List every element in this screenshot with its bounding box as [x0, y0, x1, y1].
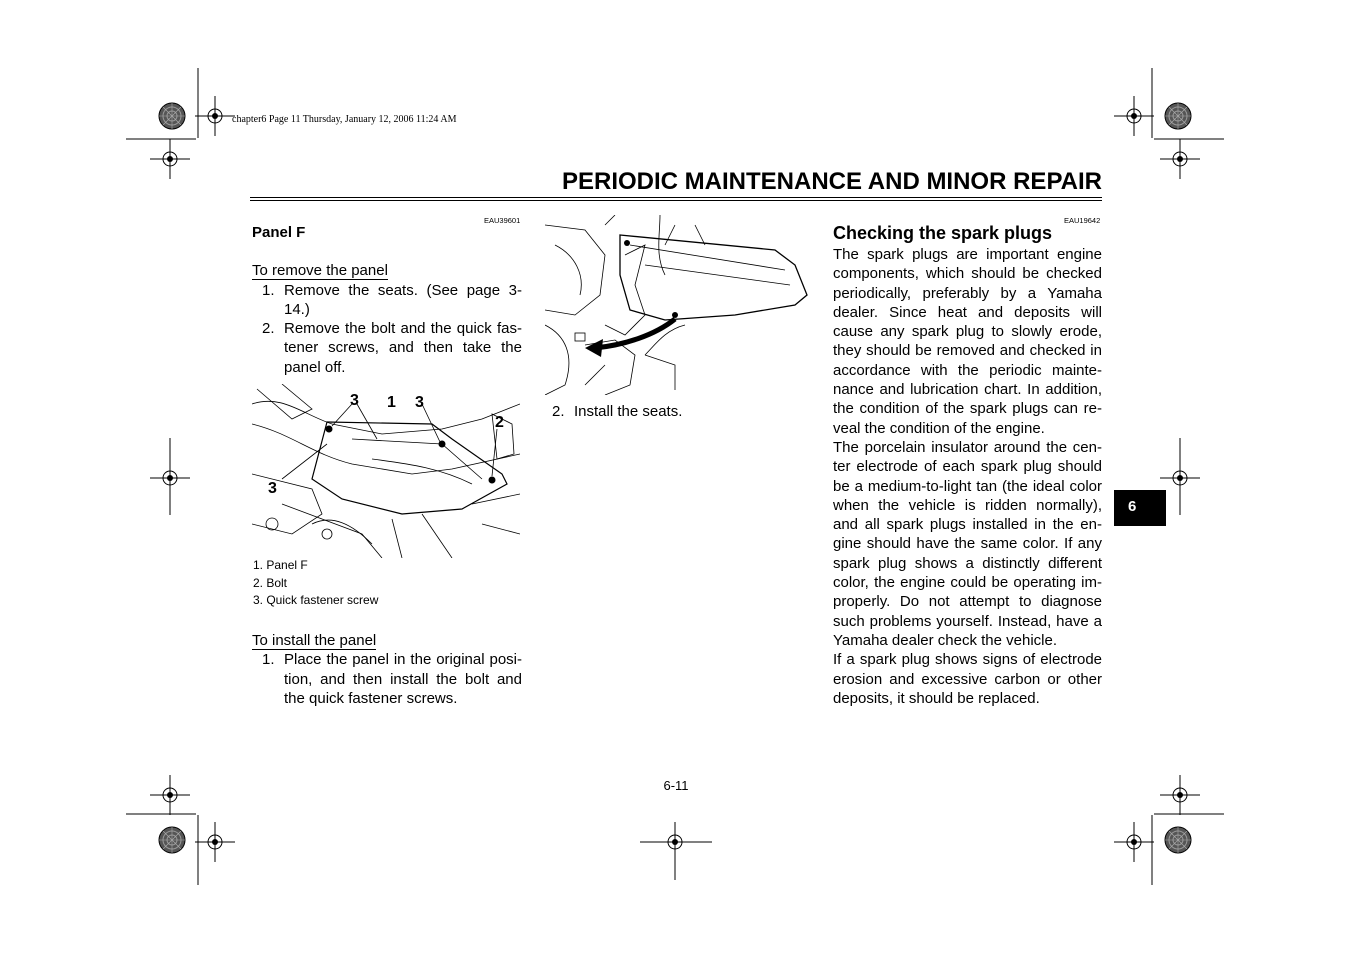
- caption-item: 3. Quick fastener screw: [253, 593, 379, 607]
- page-number: 6-11: [663, 778, 689, 793]
- remove-steps: [252, 281, 522, 377]
- callout-1: 1: [387, 394, 396, 411]
- left-column: [252, 223, 522, 377]
- install-steps: [252, 650, 522, 708]
- panel-heading: Panel F: [252, 224, 306, 241]
- list-item: 1. Remove the seats. (See page 3-14.): [262, 281, 522, 318]
- callout-2: 2: [495, 414, 504, 431]
- caption-item: 1. Panel F: [253, 558, 308, 572]
- list-item: 2. Remove the bolt and the quick fas-tener screws, and then take the panel off.: [262, 320, 522, 376]
- panel-figure: [252, 384, 520, 558]
- remove-heading: To remove the panel: [252, 262, 388, 280]
- list-item: 1. Place the panel in the original posi-tion, and then install the bolt and the quick fastener screws.: [262, 651, 522, 707]
- paragraph: If a spark plug shows signs of electrode erosion and excessive carbon or other deposits, it should be replaced.: [833, 651, 1102, 707]
- chapter-tab: 6: [1114, 490, 1166, 526]
- panel-illustration: [252, 384, 520, 558]
- install-steps-continued: [552, 402, 812, 421]
- callout-3-top-right: 3: [415, 394, 424, 411]
- title-rule: [250, 197, 1102, 198]
- page-title: PERIODIC MAINTENANCE AND MINOR REPAIR: [561, 168, 1102, 195]
- print-header: chapter6 Page 11 Thursday, January 12, 2006 11:24 AM: [232, 114, 457, 125]
- section-code: EAU39601: [484, 216, 521, 225]
- install-heading: To install the panel: [252, 632, 377, 649]
- callout-3-top-left: 3: [350, 392, 359, 409]
- callout-3-left: 3: [268, 480, 277, 497]
- section-code: EAU19642: [1064, 216, 1101, 225]
- caption-item: 2. Bolt: [253, 575, 288, 590]
- paragraph: The spark plugs are important engine components, which should be checked periodically, preferably by a Yamaha dealer. Since heat and deposits will cause any spark plug to slowly erode, they should be removed and checked in accordance with the periodic mainte-nance and lubrication chart. In addition, the condition of the spark plugs can re-veal the condition of the engine.: [833, 246, 1102, 437]
- right-column: [833, 245, 1102, 708]
- seat-illustration: [545, 215, 810, 395]
- seat-figure: [545, 215, 810, 395]
- title-rule-thin: [250, 200, 1102, 201]
- figure-captions: [253, 557, 378, 610]
- install-section: [252, 631, 522, 708]
- list-item: 2. Install the seats.: [552, 403, 683, 420]
- section-heading: Checking the spark plugs: [833, 223, 1053, 243]
- paragraph: The porcelain insulator around the cen-ter electrode of each spark plug should be a medium-to-light tan (the ideal color when the vehicle is ridden normally), and all spark plugs installed in the en-gine should have the same color. If any spark plug shows a distinctly different color, the engine could be operating im-properly. Do not attempt to diagnose such problems yourself. Instead, have a Yamaha dealer check the vehicle.: [833, 438, 1102, 649]
- middle-column: [552, 402, 812, 421]
